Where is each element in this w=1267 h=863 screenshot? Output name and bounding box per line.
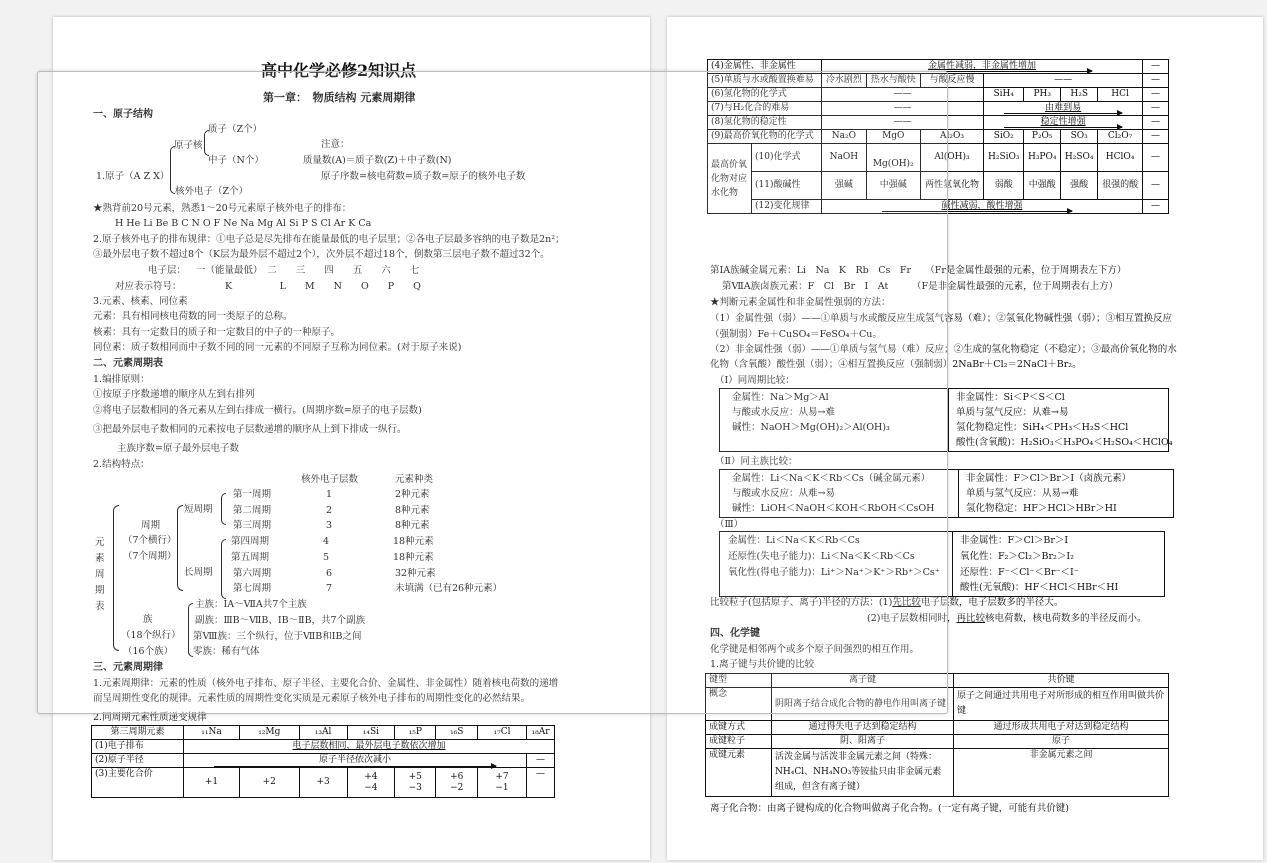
table-cell: PH₃ [1024,88,1061,102]
table-cell: Al(OH)₃ [920,144,983,172]
arrangement-title: 1.编排原则： [93,374,150,385]
period-5-name: 第五周期 [231,552,270,563]
table-cell: 两性氢氧化物 [920,172,983,200]
table-cell: (10)化学式 [752,144,822,172]
table-cell: H₃PO₄ [1024,144,1061,172]
periodic-law-1: 1.元素周期律：元素的性质（核外电子排布、原子半径、主要化合价、金属性、非金属性）随着核电荷数的递增 [93,678,559,689]
nucleus-label: 原子核 [174,140,203,151]
table-cell: P₂O₅ [1024,130,1061,144]
mass-number-equation: 质量数(A)＝质子数(Z)＋中子数(N) [303,155,452,166]
radius-method-1: 比较粒子(包括原子、离子)半径的方法：(1)先比较电子层数，电子层数多的半径大。 [710,597,1064,608]
table-brace [113,505,119,651]
box-divider [952,532,953,596]
table-cell: 原子半径依次减小 [184,754,527,768]
period-2-kinds: 8种元素 [395,505,430,516]
table-row [706,688,1169,721]
arrangement-1: ①按原子序数递增的顺序从左到右排列 [93,389,255,400]
ionic-compound-definition: 离子化合物：由离子键构成的化合物叫做离子化合物。(一定有离子键，可能有共价键) [710,803,1069,814]
periodic-law-3: 2.同周期元素性质递变规律 [93,712,207,723]
table-row [706,674,1169,688]
group-nonmetal-3: 氢化物稳定：HF＞HCl＞HBr＞HI [966,503,1117,514]
col-header-layers: 核外电子层数 [301,474,359,485]
table-cell: +4 −4 [347,768,394,798]
memorize-text: ★熟背前20号元素，熟悉1～20号元素原子核外电子的排布： [93,203,352,214]
table-cell: (2)原子半径 [92,754,184,768]
table-cell: — [1143,102,1169,116]
period-2-name: 第二周期 [233,505,272,516]
table-cell: SiO₂ [984,130,1024,144]
table-cell: 概念 [706,688,772,721]
table-cell: 强碱 [822,172,867,200]
iii-nonmetal-4: 酸性(无氧酸)：HF＜HCl＜HBr＜HI [960,582,1119,593]
compare-box-period [719,388,1173,452]
box-divider [958,470,959,517]
trend-arrow [1004,127,1122,128]
table-row [708,60,1169,74]
group-metal-1: 金属性：Li＜Na＜K＜Rb＜Cs（碱金属元素） [732,473,931,484]
table-cell: ₁₁Na [184,726,240,740]
table-row [92,740,555,754]
table-row [92,726,555,740]
table-cell: — [1143,200,1169,214]
element-definition: 元素：具有相同核电荷数的同一类原子的总称。 [93,311,293,322]
trend-arrow [214,766,496,767]
table-cell: — [1143,144,1169,172]
table-cell: HClO₄ [1098,144,1143,172]
table-cell: —— [822,102,984,116]
trend-arrow [852,71,1092,72]
document-page-right [667,17,1263,860]
table-cell: 与酸反应慢 [920,74,983,88]
iii-metal-2: 还原性(失电子能力)：Li＜Na＜K＜Rb＜Cs [728,551,915,562]
long-period-brace [221,539,226,599]
halogens-line: 第ⅦA族卤族元素：F Cl Br I At （F是非金属性最强的元素，位于周期表右上方） [722,281,1119,292]
table-cell: (11)酸碱性 [752,172,822,200]
iii-nonmetal-2: 氧化性：F₂＞Cl₂＞Br₂＞I₂ [960,551,1074,562]
box-divider [948,389,949,451]
period-6-layers: 6 [326,568,333,579]
table-cell: Al₂O₃ [920,130,983,144]
table-cell: Mg(OH)₂ [866,144,920,172]
proton-label: 质子（Z个） [208,124,263,135]
table-cell: 碱性减弱，酸性增强 [822,200,1143,214]
judge-metal-2: （强制弱）Fe＋CuSO₄＝FeSO₄＋Cu。 [710,329,882,340]
section-periodic-table: 二、元素周期表 [93,358,163,369]
bond-compare-title: 1.离子键与共价键的比较 [710,659,815,670]
electron-rule-1: 2.原子核外电子的排布规律：①电子总是尽先排布在能量最低的电子层里；②各电子层最多容纳的电子数是2n²； [93,234,565,245]
period-3-name: 第三周期 [233,520,272,531]
table-cell: 非金属元素之间 [954,749,1169,797]
group-metal-2: 与酸或水反应：从难→易 [732,488,835,499]
doc-title: 高中化学必修2知识点 [261,61,417,80]
table-cell: SiH₄ [984,88,1024,102]
period-trend-table-continued [707,59,1169,214]
period-3-layers: 3 [326,520,333,531]
table-cell: — [1143,60,1169,74]
electron-rule-2: ③最外层电子数不超过8个（K层为最外层不超过2个），次外层不超过18个，倒数第三层电子数不超过32个。 [93,249,550,260]
table-row [706,749,1169,797]
period-nonmetal-4: 酸性(含氧酸)：H₂SiO₃＜H₃PO₄＜H₂SO₄＜HClO₄ [956,437,1173,448]
table-row [92,754,555,768]
period-nonmetal-2: 单质与氢气反应：从难→易 [956,407,1069,418]
iii-metal-1: 金属性：Li＜Na＜K＜Rb＜Cs [728,535,860,546]
table-cell: — [1143,172,1169,200]
table-cell: +3 [299,768,347,798]
table-cell: ₁₅P [395,726,436,740]
period-4-kinds: 18种元素 [393,536,434,547]
table-cell: 强酸 [1061,172,1098,200]
layer-symbols: K L M N O P Q [225,281,421,292]
table-cell: +1 [184,768,240,798]
iii-metal-3: 氧化性(得电子能力)：Li⁺＞Na⁺＞K⁺＞Rb⁺＞Cs⁺ [728,567,940,578]
table-cell: ₁₇Cl [478,726,527,740]
period-6-kinds: 32种元素 [395,568,436,579]
table-cell: — [1143,88,1169,102]
table-cell: H₂SiO₃ [984,144,1024,172]
table-cell: HCl [1098,88,1143,102]
table-row [92,768,555,798]
atomic-number-equation: 原子序数=核电荷数=质子数=原子的核外电子数 [321,171,526,182]
electron-label: 核外电子（Z个） [175,186,249,197]
nuclide-definition: 核素：具有一定数目的质子和一定数目的中子的一种原子。 [93,327,341,338]
alkali-metals-line: 第ⅠA族碱金属元素：Li Na K Rb Cs Fr （Fr是金属性最强的元素，位于周期表左下方） [710,265,1127,276]
section-atom-structure: 一、原子结构 [93,109,153,120]
table-cell: (3)主要化合价 [92,768,184,798]
table-row [708,200,1169,214]
group-zero: 零族：稀有气体 [193,646,260,657]
table-cell: 中强酸 [1024,172,1061,200]
section-chemical-bond: 四、化学键 [710,628,760,639]
trend-arrow [882,211,1072,212]
judge-nonmetal-2: 化物（含氧酸）酸性强（弱）；④相互置换反应（强制弱）2NaBr＋Cl₂＝2NaCl＋Br₂。 [710,359,1082,370]
period-metal-2: 与酸或水反应：从易→难 [732,407,835,418]
table-cell: H₂S [1061,88,1098,102]
period-metal-1: 金属性：Na＞Mg＞Al [732,392,829,403]
table-cell: H₂SO₄ [1061,144,1098,172]
period-brace [177,505,183,591]
table-cell: (6)氢化物的化学式 [708,88,822,102]
table-cell: +7 −1 [478,768,527,798]
table-cell: 通过形成共用电子对达到稳定结构 [954,721,1169,735]
element-list: H He Li Be B C N O F Ne Na Mg Al Si P S Cl Ar K Ca [115,218,372,229]
table-row [708,116,1169,130]
table-cell: 阴阳离子结合成化合物的静电作用叫离子键 [772,688,954,721]
table-cell: 成键方式 [706,721,772,735]
table-cell: 成键元素 [706,749,772,797]
table-cell: 电子层数相同，最外层电子数依次增加 [184,740,555,754]
isotope-title: 3.元素、核素、同位素 [93,296,188,307]
table-cell: 最高价氧化物对应水化物 [708,144,752,214]
period-5-kinds: 18种元素 [393,552,434,563]
group-nonmetal-1: 非金属性：F＞Cl＞Br＞I（卤族元素） [966,473,1132,484]
table-cell: (7)与H₂化合的难易 [708,102,822,116]
table-cell: (12)变化规律 [752,200,822,214]
table-row [706,721,1169,735]
period-metal-3: 碱性：NaOH＞Mg(OH)₂＞Al(OH)₃ [732,422,890,433]
period-nonmetal-3: 氢化物稳定性：SiH₄＜PH₃＜H₂S＜HCl [956,422,1129,433]
table-cell: Cl₂O₇ [1098,130,1143,144]
arrangement-4: 主族序数=原子最外层电子数 [117,443,239,454]
table-cell: —— [984,74,1143,88]
table-cell: (4)金属性、非金属性 [708,60,822,74]
table-cell: NaOH [822,144,867,172]
radius-method-2: (2)电子层数相同时，再比较核电荷数，核电荷数多的半径反而小。 [867,613,1147,624]
period-7-layers: 7 [326,583,333,594]
judge-metal-1: （1）金属性强（弱）——①单质与水或酸反应生成氢气容易（难）；②氢氧化物碱性强（弱）；③相互置换反应 [710,313,1173,324]
trend-arrow [1004,113,1122,114]
table-row [708,172,1169,200]
period-1-layers: 1 [326,489,333,500]
atom-label: 1.原子（A Z X） [96,171,170,182]
table-cell: — [527,754,555,768]
table-cell: — [1143,130,1169,144]
table-cell: 弱酸 [984,172,1024,200]
compare-iii: （Ⅲ） [715,519,744,530]
table-row [708,102,1169,116]
period-label: 周期 [141,520,161,531]
group-main: 主族：ⅠA～ⅦA共7个主族 [195,599,307,610]
atom-symbol: A Z X [133,171,160,182]
electron-layers-label: 电子层： [148,265,187,276]
table-cell: 由难到易 [984,102,1143,116]
table-cell: ₁₄Si [347,726,394,740]
long-period-label: 长周期 [184,567,213,578]
judge-title: ★判断元素金属性和非金属性强弱的方法： [710,297,891,308]
period-1-name: 第一周期 [233,489,272,500]
table-cell: 中强碱 [866,172,920,200]
arrangement-3: ③把最外层电子数相同的元素按电子层数递增的顺序从上到下排成一纵行。 [93,424,407,435]
nucleus-brace [204,130,209,156]
table-cell: 活泼金属与活泼非金属元素之间（特殊：NH₄Cl、NH₄NO₃等铵盐只由非金属元素组成，但含有离子键） [772,749,954,797]
period-nonmetal-1: 非金属性：Si＜P＜S＜Cl [956,392,1065,403]
group-nonmetal-2: 单质与氢气反应：从易→难 [966,488,1079,499]
group-sub: 副族：ⅢB～ⅦB、ⅠB～ⅡB，共7个副族 [195,615,366,626]
table-cell: (8)氢化物的稳定性 [708,116,822,130]
iii-nonmetal-1: 非金属性：F＞Cl＞Br＞I [960,535,1069,546]
period-7-rows: （7个横行） [123,535,177,546]
period-4-name: 第四周期 [231,536,270,547]
neutron-label: 中子（N个） [208,155,264,166]
structure-title: 2.结构特点： [93,459,150,470]
period-1-kinds: 2种元素 [395,489,430,500]
table-row [708,74,1169,88]
table-row [708,144,1169,172]
col-header-kinds: 元素种类 [395,474,434,485]
group-18-cols: （18个纵行） [121,630,181,641]
short-period-brace [221,493,226,525]
table-cell: (5)单质与水或酸置换难易 [708,74,822,88]
table-cell: 原子 [954,735,1169,749]
table-cell: 键型 [706,674,772,688]
table-cell: — [1143,116,1169,130]
table-cell: +6 −2 [436,768,478,798]
group-16-groups: （16个族） [123,646,174,657]
arrangement-2: ②将电子层数相同的各元素从左到右排成一横行。(周期序数=原子的电子层数) [93,405,422,416]
table-cell: MgO [866,130,920,144]
periodic-law-2: 而呈周期性变化的规律。元素性质的周期性变化实质是元素原子核外电子排布的周期性变化的必然结果。 [93,693,531,704]
table-cell: 冷水剧烈 [822,74,867,88]
table-cell: +2 [240,768,300,798]
section-periodic-law: 三、元素周期律 [93,662,163,673]
periodic-table-label: 元素周期表 [95,537,105,612]
compare-same-period: （Ⅰ）同周期比较： [715,375,795,386]
group-viii: 第Ⅷ族：三个纵行，位于ⅦB和ⅠB之间 [193,631,362,642]
period-4-layers: 4 [323,536,330,547]
chapter-title: 第一章： 物质结构 元素周期律 [263,91,416,104]
table-cell: — [527,768,555,798]
layer-symbols-label: 对应表示符号： [115,281,182,292]
table-cell: SO₃ [1061,130,1098,144]
document-page-left [53,17,650,860]
table-cell: —— [822,88,984,102]
table-row [706,735,1169,749]
table-cell: (1)电子排布 [92,740,184,754]
table-cell: ₁₂Mg [240,726,300,740]
iii-nonmetal-3: 还原性：F⁻＜Cl⁻＜Br⁻＜I⁻ [960,567,1079,578]
table-cell: 第三周期元素 [92,726,184,740]
period-7-kinds: 未填满（已有26种元素） [395,583,503,594]
isotope-definition: 同位素：质子数相同而中子数不同的同一元素的不同原子互称为同位素。(对于原子来说) [93,342,462,353]
period-trend-table [91,725,555,798]
compare-same-group: （Ⅱ）同主族比较： [715,456,798,467]
table-cell: (9)最高价氧化物的化学式 [708,130,822,144]
table-cell: — [1143,74,1169,88]
table-cell: 很强的酸 [1098,172,1143,200]
group-metal-3: 碱性：LiOH＜NaOH＜KOH＜RbOH＜CsOH [732,503,935,514]
table-cell: 共价键 [954,674,1169,688]
table-cell: 离子键 [772,674,954,688]
note-label: 注意： [321,139,350,150]
table-cell: 成键粒子 [706,735,772,749]
table-row [708,88,1169,102]
table-cell: ₁₆S [436,726,478,740]
period-7-periods: （7个周期） [123,551,177,562]
short-period-label: 短周期 [184,504,213,515]
table-row [708,130,1169,144]
compare-box-iii [719,531,1165,597]
table-cell: 稳定性增强 [984,116,1143,130]
period-6-name: 第六周期 [233,568,272,579]
table-cell: 热水与酸快 [866,74,920,88]
table-cell: 原子之间通过共用电子对所形成的相互作用叫做共价键 [954,688,1169,721]
judge-nonmetal-1: （2）非金属性强（弱）——①单质与氢气易（难）反应；②生成的氢化物稳定（不稳定）；③最高价氧化物的水 [710,344,1177,355]
bond-definition: 化学键是相邻两个或多个原子间强烈的相互作用。 [710,644,920,655]
table-cell: 通过得失电子达到稳定结构 [772,721,954,735]
table-cell: —— [822,116,984,130]
bond-compare-table [705,673,1169,797]
group-label: 族 [143,614,153,625]
period-3-kinds: 8种元素 [395,520,430,531]
period-5-layers: 5 [323,552,330,563]
table-cell: +5 −3 [395,768,436,798]
table-cell: Na₂O [822,130,867,144]
period-2-layers: 2 [326,505,333,516]
electron-layers: 一（能量最低） 二 三 四 五 六 七 [196,265,420,276]
table-cell: 阴、阳离子 [772,735,954,749]
table-cell: 金属性减弱，非金属性增加 [822,60,1143,74]
table-cell: ₁₃Al [299,726,347,740]
table-cell: ₁₈Ar [527,726,555,740]
period-7-name: 第七周期 [233,583,272,594]
compare-box-group [719,469,1174,518]
